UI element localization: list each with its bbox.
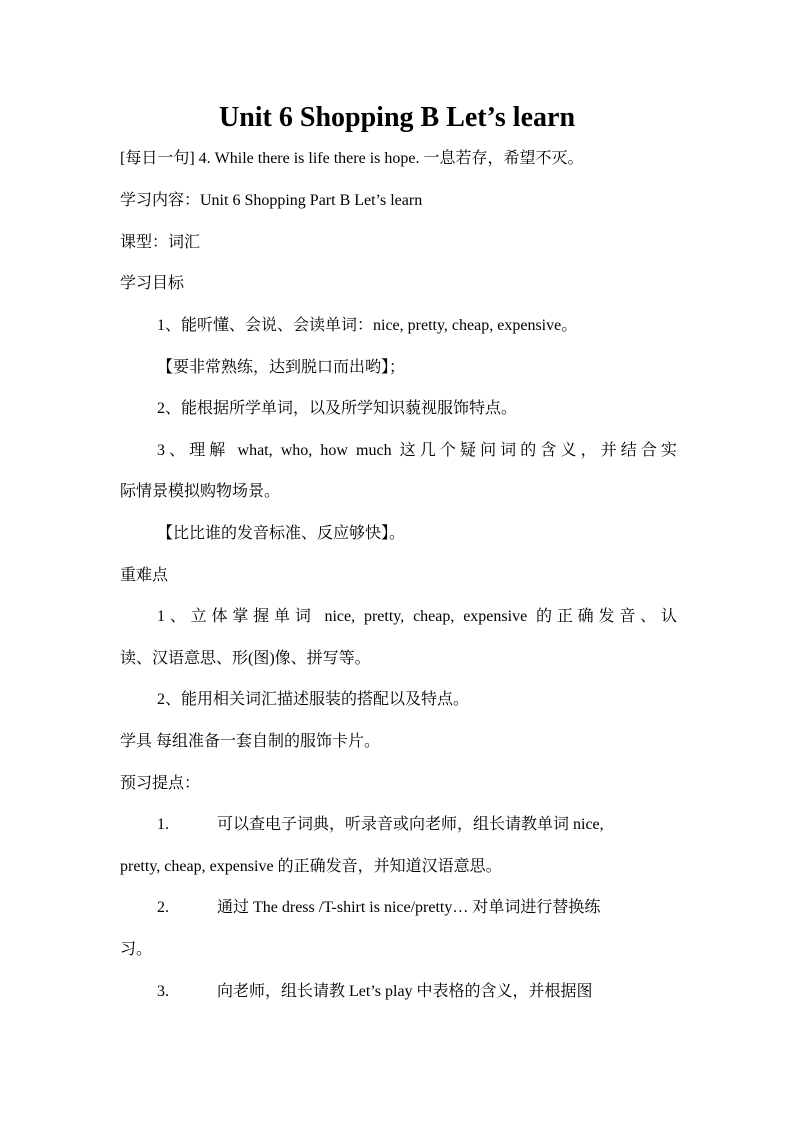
preview-item-3-line-1 <box>157 981 677 1003</box>
preview-item-2-number: 2. <box>157 899 169 916</box>
goal-1: 1、能听懂、会说、会读单词：nice, pretty, cheap, expensive。 <box>157 317 578 334</box>
key-point-1-line-1: 1、立体掌握单词 nice, pretty, cheap, expensive 的正确发音、认 <box>157 608 677 625</box>
lesson-type: 课型：词汇 <box>120 234 201 251</box>
daily-quote: [每日一句] 4. While there is life there is hope. 一息若存，希望不灭。 <box>120 150 584 167</box>
goals-heading: 学习目标 <box>120 275 185 292</box>
learning-tools: 学具 每组准备一套自制的服饰卡片。 <box>120 733 381 750</box>
preview-item-3-number: 3. <box>157 983 169 1000</box>
key-points-heading: 重难点 <box>120 567 169 584</box>
goal-3-line-1: 3、理解 what, who, how much 这几个疑问词的含义，并结合实 <box>157 442 677 459</box>
key-point-2: 2、能用相关词汇描述服装的搭配以及特点。 <box>157 691 470 708</box>
key-point-1-line-2: 读、汉语意思、形(图)像、拼写等。 <box>120 650 371 667</box>
learning-content: 学习内容：Unit 6 Shopping Part B Let’s learn <box>120 192 423 209</box>
goal-2: 2、能根据所学单词，以及所学知识藐视服饰特点。 <box>157 400 518 417</box>
goal-3-line-2: 际情景模拟购物场景。 <box>120 483 281 500</box>
page-title: Unit 6 Shopping B Let’s learn <box>218 102 576 133</box>
preview-item-1-number: 1. <box>157 816 169 833</box>
preview-heading: 预习提点： <box>120 775 201 792</box>
preview-item-1-line-2: pretty, cheap, expensive 的正确发音，并知道汉语意思。 <box>120 858 502 875</box>
preview-item-3-text: 向老师，组长请教 Let’s play 中表格的含义，并根据图 <box>217 983 593 1000</box>
preview-item-1-text: 可以查电子词典，听录音或向老师，组长请教单词 nice, <box>217 816 604 833</box>
preview-item-2-line-2: 习。 <box>120 941 153 958</box>
preview-item-2-line-1 <box>157 897 677 919</box>
preview-item-2-text: 通过 The dress /T-shirt is nice/pretty… 对单词进行替换练 <box>217 899 601 916</box>
goal-3-note: 【比比谁的发音标准、反应够快】。 <box>157 525 406 542</box>
preview-item-1-line-1 <box>157 814 677 836</box>
goal-1-note: 【要非常熟练，达到脱口而出哟】； <box>157 359 406 376</box>
